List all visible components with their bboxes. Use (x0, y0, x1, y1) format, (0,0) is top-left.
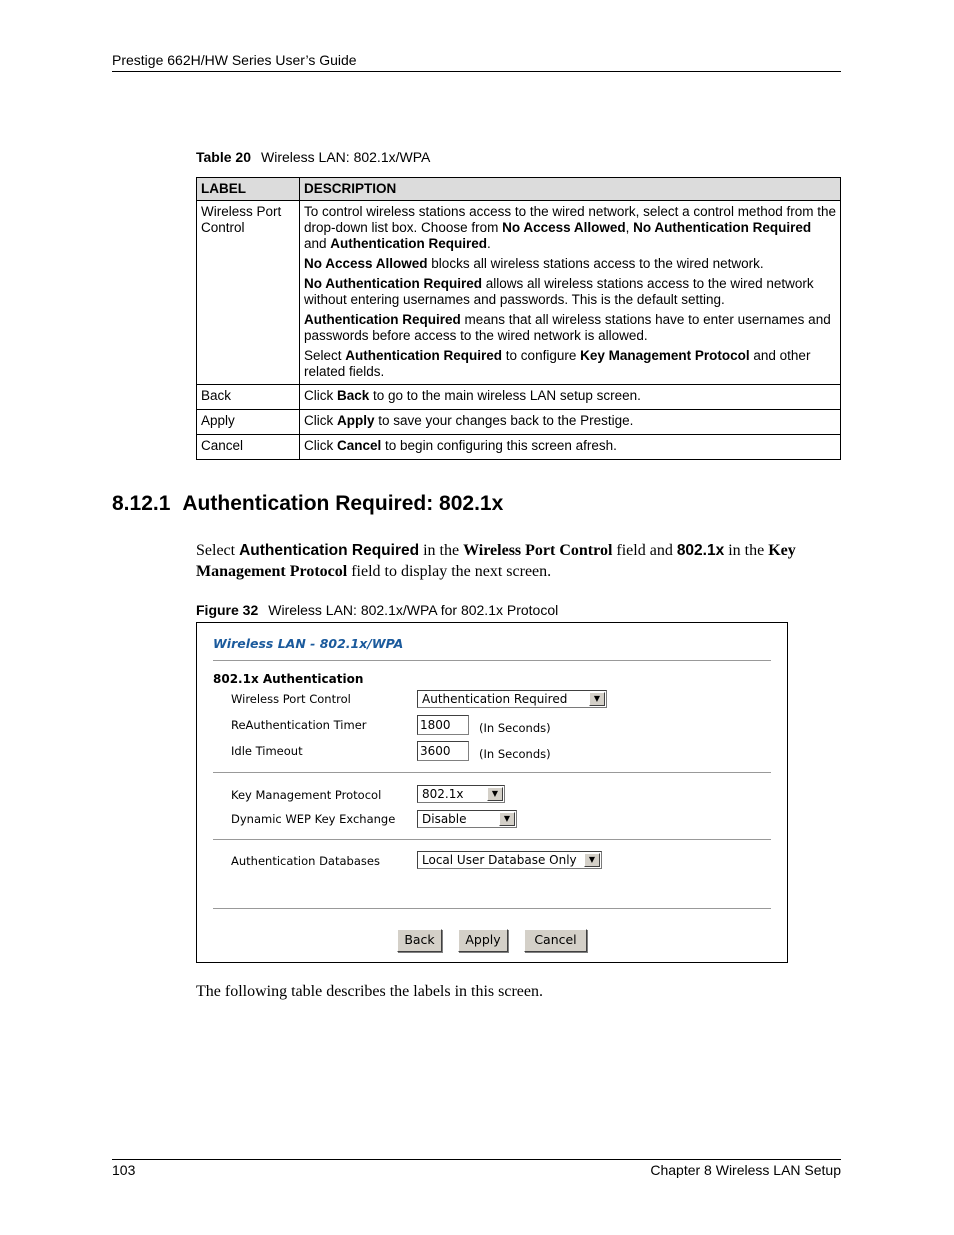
intro-paragraph: Select Authentication Required in the Wireless Port Control field and 802.1x in the Key Management Protocol field to display the next screen. (196, 542, 796, 580)
row-description-cancel: Click Cancel to begin configuring this screen afresh. (300, 435, 841, 460)
wireless-port-control-select[interactable]: Authentication Required ▼ (417, 690, 607, 708)
table-row (197, 385, 841, 410)
description-paragraph: To control wireless stations access to the wired network, select a control method from the drop-down list box. Choose from No Access Allowed, No Authentication Required and Authentication Required. (304, 204, 836, 251)
authentication-databases-select[interactable]: Local User Database Only ▼ (417, 851, 602, 869)
figure-caption-text: Wireless LAN: 802.1x/WPA for 802.1x Protocol (268, 602, 559, 618)
key-management-protocol-select[interactable]: 802.1x ▼ (417, 785, 505, 803)
table-row (197, 435, 841, 460)
dynamic-wep-key-exchange-select[interactable]: Disable ▼ (417, 810, 517, 828)
wireless-port-control-label: Wireless Port Control (231, 692, 351, 706)
dropdown-arrow-icon[interactable]: ▼ (487, 787, 503, 801)
row-label-cancel: Cancel (197, 435, 300, 460)
divider (213, 839, 771, 841)
section-title: Authentication Required: 802.1x (182, 492, 504, 515)
section-heading (112, 492, 503, 516)
back-button[interactable]: Back (397, 929, 442, 952)
divider (213, 660, 771, 662)
screenshot-figure (196, 622, 788, 963)
divider (213, 908, 771, 910)
row-description-wireless-port-control (300, 201, 841, 385)
table-row (197, 201, 841, 385)
table-caption-text: Wireless LAN: 802.1x/WPA (261, 149, 431, 165)
row-label-apply: Apply (197, 410, 300, 435)
reauthentication-timer-label: ReAuthentication Timer (231, 718, 367, 732)
following-text: The following table describes the labels in this screen. (196, 983, 544, 1000)
apply-button[interactable]: Apply (458, 929, 508, 952)
divider (213, 772, 771, 774)
running-header: Prestige 662H/HW Series User’s Guide (112, 52, 357, 68)
column-header-description: DESCRIPTION (300, 178, 841, 201)
cancel-button[interactable]: Cancel (524, 929, 587, 952)
dropdown-arrow-icon[interactable]: ▼ (589, 692, 605, 706)
description-paragraph: No Authentication Required allows all wireless stations access to the wired network without entering usernames and passwords. This is the default setting. (304, 276, 814, 307)
dynamic-wep-key-exchange-label: Dynamic WEP Key Exchange (231, 812, 396, 826)
dropdown-arrow-icon[interactable]: ▼ (499, 812, 515, 826)
chapter-title: Chapter 8 Wireless LAN Setup (650, 1162, 841, 1178)
description-paragraph: No Access Allowed blocks all wireless stations access to the wired network. (304, 256, 764, 271)
idle-timeout-unit: (In Seconds) (479, 747, 551, 761)
footer-rule (112, 1159, 841, 1160)
row-description-apply: Click Apply to save your changes back to the Prestige. (300, 410, 841, 435)
table-header-row (197, 178, 841, 201)
row-description-back: Click Back to go to the main wireless LAN setup screen. (300, 385, 841, 410)
idle-timeout-label: Idle Timeout (231, 744, 303, 758)
page-number: 103 (112, 1162, 136, 1178)
table-caption (196, 149, 430, 165)
description-table (196, 177, 841, 460)
row-label-back: Back (197, 385, 300, 410)
column-header-label: LABEL (197, 178, 300, 201)
figure-caption-number: Figure 32 (196, 602, 259, 618)
table-caption-number: Table 20 (196, 149, 251, 165)
section-number: 8.12.1 (112, 492, 171, 515)
reauth-timer-unit: (In Seconds) (479, 721, 551, 735)
authentication-databases-label: Authentication Databases (231, 854, 380, 868)
key-management-protocol-label: Key Management Protocol (231, 788, 382, 802)
table-row (197, 410, 841, 435)
row-label-wireless-port-control: Wireless Port Control (197, 201, 300, 385)
screen-title: Wireless LAN - 802.1x/WPA (213, 636, 404, 651)
idle-timeout-input[interactable]: 3600 (417, 741, 469, 761)
description-paragraph: Select Authentication Required to configure Key Management Protocol and other related fields. (304, 348, 811, 379)
dropdown-arrow-icon[interactable]: ▼ (584, 853, 600, 867)
figure-caption (196, 602, 558, 618)
section-heading-802-1x: 802.1x Authentication (213, 672, 364, 686)
header-rule (112, 71, 841, 72)
description-paragraph: Authentication Required means that all wireless stations have to enter usernames and passwords before access to the wired network is allowed. (304, 312, 831, 343)
reauthentication-timer-input[interactable]: 1800 (417, 715, 469, 735)
